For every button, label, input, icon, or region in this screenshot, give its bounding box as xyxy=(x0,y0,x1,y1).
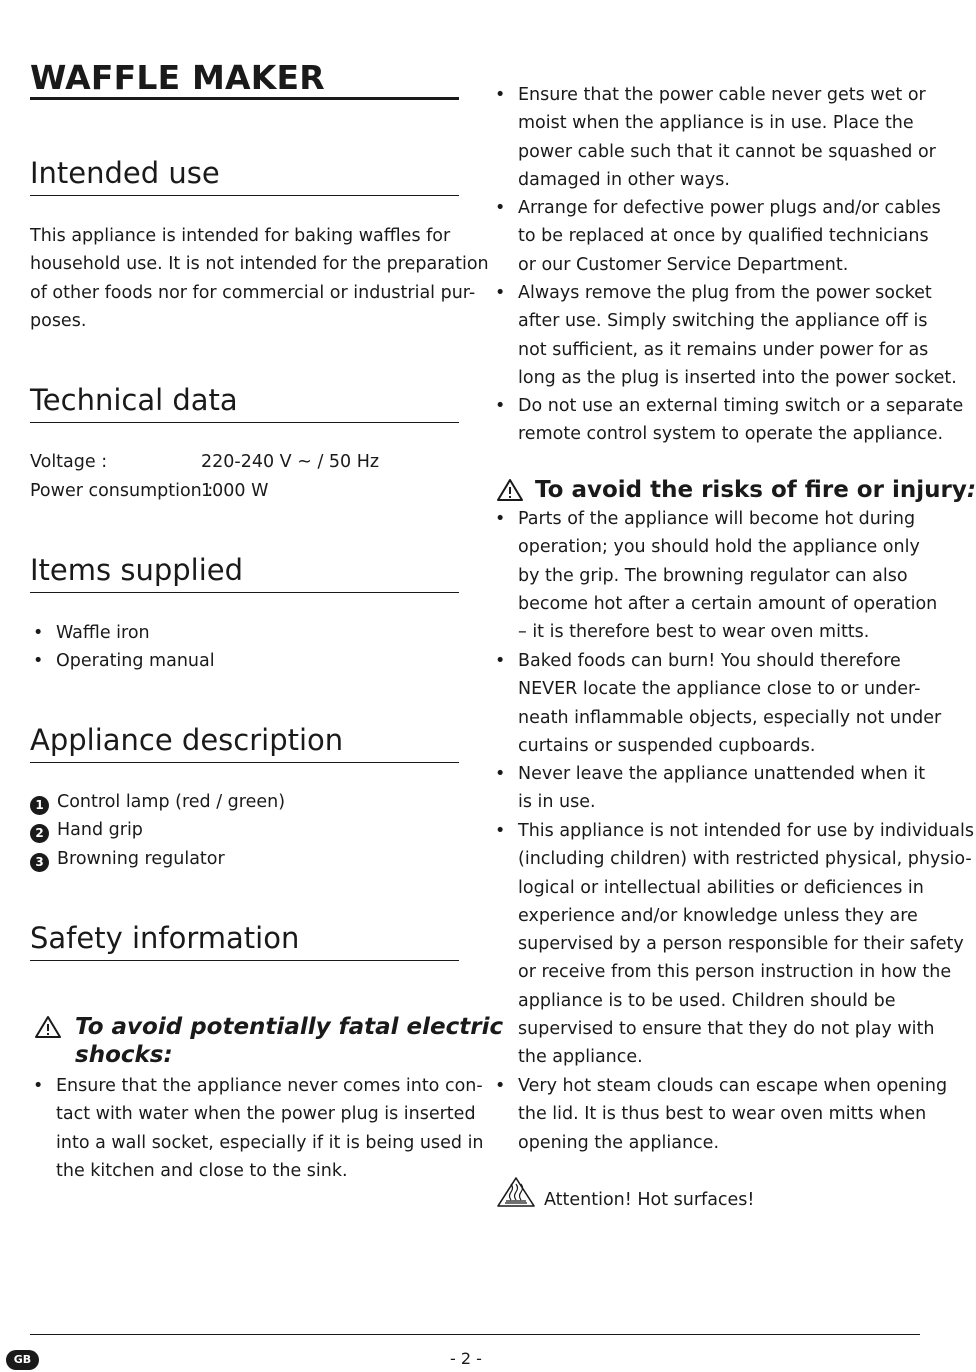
text-line: the lid. It is thus best to wear oven mitts when xyxy=(518,1104,927,1125)
text-line: experience and/or knowledge unless they are xyxy=(518,905,918,926)
voltage-label: Voltage : xyxy=(30,452,108,472)
technical-data-table xyxy=(30,448,379,505)
bullet-text xyxy=(518,392,963,449)
bullet: • xyxy=(33,651,44,671)
text-line: operation; you should hold the appliance only xyxy=(518,537,920,558)
number-badge: 2 xyxy=(30,824,49,843)
voltage-row xyxy=(30,448,379,477)
item-label: Waffle iron xyxy=(56,623,150,643)
electric-warning-heading xyxy=(34,1013,504,1069)
part-label: Browning regulator xyxy=(57,848,225,869)
text-line: supervised by a person responsible for their safety xyxy=(518,934,964,955)
bullet-text xyxy=(518,760,925,817)
heading-colon: : xyxy=(966,477,976,503)
list-item xyxy=(30,845,285,873)
warning-triangle-icon xyxy=(34,1015,62,1046)
list-item xyxy=(30,816,285,844)
text-line: power cable such that it cannot be squashed or xyxy=(518,141,936,162)
heading-text: To avoid the risks of fire or injury xyxy=(535,477,967,503)
bullet-text xyxy=(518,505,937,646)
bullet: • xyxy=(495,396,506,416)
text-line: Ensure that the appliance never comes into con- xyxy=(56,1076,483,1096)
text-line: poses. xyxy=(30,310,87,331)
text-line: Do not use an external timing switch or a separate xyxy=(518,396,964,416)
bullet: • xyxy=(495,821,506,841)
items-supplied-heading: Items supplied xyxy=(30,553,459,593)
text-line: of other foods nor for commercial or industrial pur- xyxy=(30,282,476,303)
bullet: • xyxy=(33,1076,44,1096)
text-line: to be replaced at once by qualified technicians xyxy=(518,226,929,247)
voltage-value: 220-240 V ~ / 50 Hz xyxy=(201,452,380,472)
bullet: • xyxy=(33,623,44,643)
text-line: become hot after a certain amount of operation xyxy=(518,593,938,614)
hot-surface-text: Attention! Hot surfaces! xyxy=(544,1190,755,1210)
power-row xyxy=(30,477,379,506)
safety-information-heading: Safety information xyxy=(30,921,459,961)
bullet: • xyxy=(495,283,506,303)
text-line: logical or intellectual abilities or deficiences in xyxy=(518,877,924,898)
item-label: Operating manual xyxy=(56,651,215,671)
bullet-text xyxy=(518,194,941,279)
text-line: long as the plug is inserted into the power socket. xyxy=(518,367,957,388)
text-line: Very hot steam clouds can escape when opening xyxy=(518,1076,948,1096)
country-badge: GB xyxy=(6,1350,39,1370)
bullet-text xyxy=(518,279,957,392)
power-label: Power consumption : xyxy=(30,480,214,501)
text-line: curtains or suspended cupboards. xyxy=(518,735,816,756)
bullet-text xyxy=(518,647,941,760)
intended-use-text xyxy=(30,222,489,335)
hot-surface-icon xyxy=(496,1176,536,1212)
text-line: neath inflammable objects, especially not under xyxy=(518,707,942,728)
bullet: • xyxy=(495,651,506,671)
text-line: after use. Simply switching the appliance off is xyxy=(518,311,928,332)
text-line: tact with water when the power plug is inserted xyxy=(56,1104,476,1125)
bullet-text xyxy=(518,1072,947,1157)
number-badge: 3 xyxy=(30,853,49,872)
bullet-text xyxy=(56,1072,484,1185)
text-line: or receive from this person instruction in how the xyxy=(518,962,952,983)
text-line: damaged in other ways. xyxy=(518,169,730,190)
text-line: This appliance is intended for baking waffles for xyxy=(30,226,451,246)
footer-divider xyxy=(30,1334,920,1335)
technical-data-heading: Technical data xyxy=(30,383,459,423)
heading-line: To avoid potentially fatal electric xyxy=(75,1014,504,1040)
text-line: into a wall socket, especially if it is being used in xyxy=(56,1132,484,1153)
text-line: Never leave the appliance unattended when it xyxy=(518,764,926,784)
text-line: remote control system to operate the appliance. xyxy=(518,424,944,445)
text-line: opening the appliance. xyxy=(518,1132,720,1153)
part-label: Control lamp (red / green) xyxy=(57,792,286,812)
part-label: Hand grip xyxy=(57,820,143,841)
heading-line: shocks: xyxy=(75,1042,173,1068)
hot-surface-note xyxy=(496,1176,926,1210)
text-line: Ensure that the power cable never gets wet or xyxy=(518,85,926,105)
text-line: Arrange for defective power plugs and/or cables xyxy=(518,198,941,218)
text-line: Parts of the appliance will become hot during xyxy=(518,509,916,529)
text-line: Baked foods can burn! You should therefore xyxy=(518,651,901,671)
text-line: or our Customer Service Department. xyxy=(518,254,849,275)
text-line: (including children) with restricted physical, physio- xyxy=(518,849,972,870)
page-title: WAFFLE MAKER xyxy=(30,56,459,100)
bullet: • xyxy=(495,85,506,105)
appliance-parts-list xyxy=(30,788,285,873)
text-line: supervised to ensure that they do not play with xyxy=(518,1019,935,1040)
text-line: household use. It is not intended for the preparation xyxy=(30,254,489,275)
number-badge: 1 xyxy=(30,796,49,815)
text-line: by the grip. The browning regulator can also xyxy=(518,565,908,586)
text-line: This appliance is not intended for use by individuals xyxy=(518,821,974,841)
bullet-text xyxy=(518,817,974,1072)
text-line: not sufficient, as it remains under power for as xyxy=(518,339,929,360)
text-line: – it is therefore best to wear oven mitts. xyxy=(518,622,870,643)
appliance-description-heading: Appliance description xyxy=(30,723,459,763)
text-line: moist when the appliance is in use. Place the xyxy=(518,113,914,134)
bullet: • xyxy=(495,1076,506,1096)
text-line: is in use. xyxy=(518,792,596,813)
page-number: - 2 - xyxy=(450,1349,482,1368)
text-line: the kitchen and close to the sink. xyxy=(56,1160,348,1181)
text-line: Always remove the plug from the power socket xyxy=(518,283,932,303)
power-value: 1000 W xyxy=(201,480,269,501)
text-line: NEVER locate the appliance close to or under- xyxy=(518,679,921,700)
text-line: the appliance. xyxy=(518,1047,643,1068)
intended-use-heading: Intended use xyxy=(30,156,459,196)
bullet: • xyxy=(495,198,506,218)
bullet: • xyxy=(495,764,506,784)
bullet-text xyxy=(518,81,936,194)
text-line: appliance is to be used. Children should be xyxy=(518,990,896,1011)
bullet: • xyxy=(495,509,506,529)
list-item xyxy=(30,788,285,816)
fire-warning-heading xyxy=(496,476,976,506)
